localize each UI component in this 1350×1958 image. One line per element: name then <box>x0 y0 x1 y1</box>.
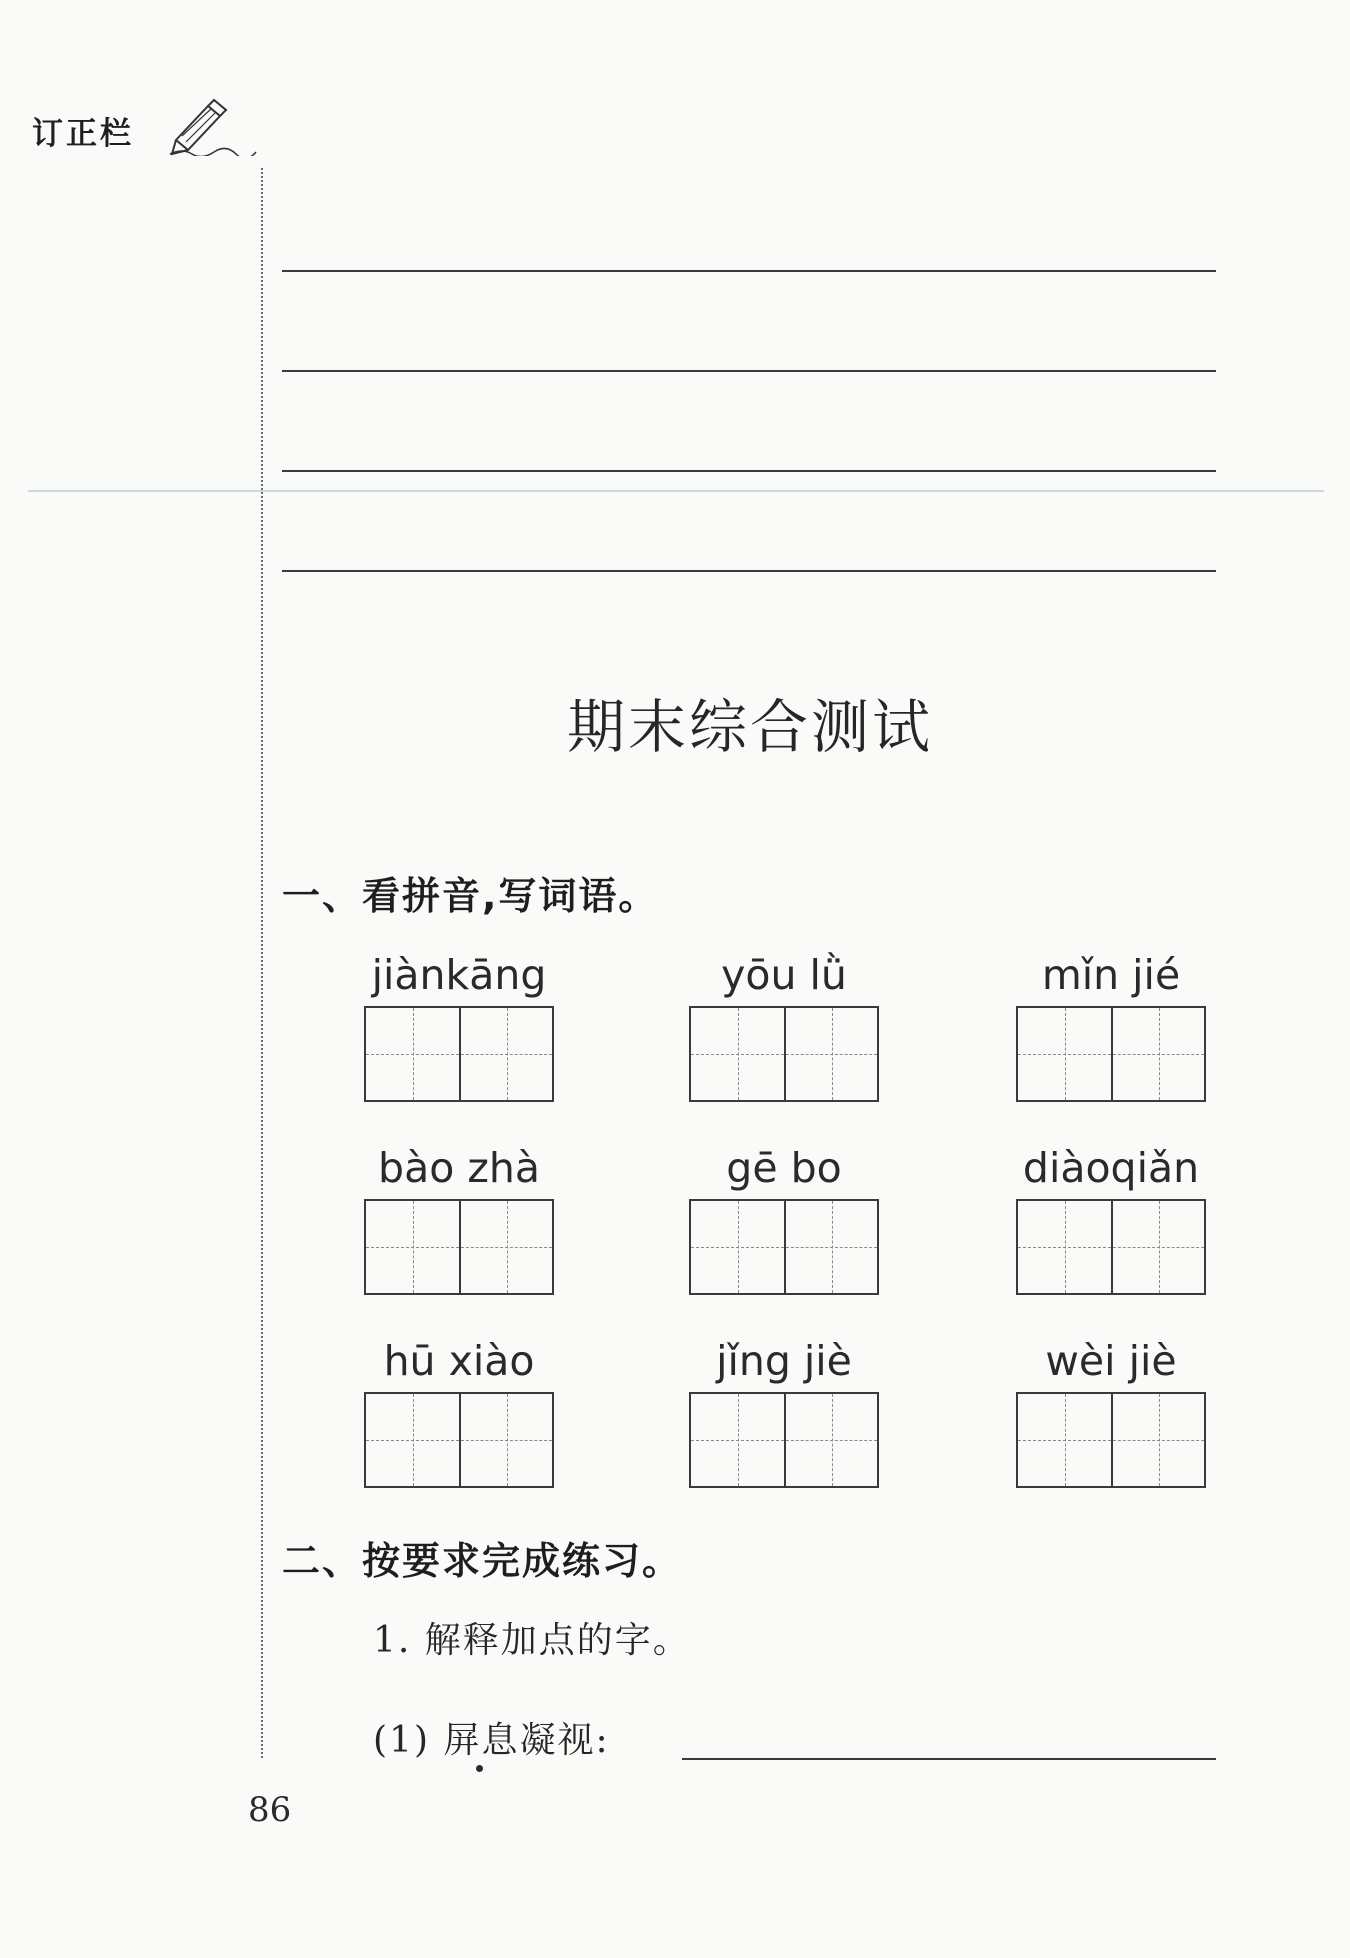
pinyin-label: wèi jiè <box>1045 1337 1177 1385</box>
tianzige-answer-box[interactable] <box>689 1392 879 1488</box>
pinyin-word-item <box>1016 1336 1206 1488</box>
tianzige-answer-box[interactable] <box>1016 1392 1206 1488</box>
fold-line <box>28 490 1324 492</box>
correction-line[interactable] <box>282 270 1216 272</box>
pinyin-word-item <box>364 1336 554 1488</box>
question-1-text: 1. 解释加点的字。 <box>373 1620 691 1661</box>
correction-line[interactable] <box>282 370 1216 372</box>
emphasis-dot <box>476 1765 483 1772</box>
pinyin-word-item <box>1016 1143 1206 1295</box>
pinyin-label: jiànkāng <box>371 951 547 999</box>
tianzige-answer-box[interactable] <box>364 1199 554 1295</box>
pinyin-label: jǐng jiè <box>716 1337 852 1385</box>
pinyin-label: yōu lǜ <box>721 951 847 999</box>
correction-line[interactable] <box>282 470 1216 472</box>
pinyin-label: hū xiào <box>383 1337 535 1385</box>
margin-divider <box>261 168 263 1758</box>
pinyin-word-item <box>689 1143 879 1295</box>
pinyin-word-item <box>689 950 879 1102</box>
tianzige-answer-box[interactable] <box>689 1006 879 1102</box>
pinyin-label: mǐn jié <box>1041 951 1181 999</box>
section-heading-1: 一、看拼音,写词语。 <box>282 874 659 918</box>
pinyin-label: bào zhà <box>378 1144 540 1192</box>
tianzige-answer-box[interactable] <box>689 1199 879 1295</box>
answer-line[interactable] <box>682 1758 1216 1760</box>
pinyin-word-item <box>1016 950 1206 1102</box>
tianzige-answer-box[interactable] <box>364 1006 554 1102</box>
correction-column-label: 订正栏 <box>32 116 134 152</box>
section-heading-2: 二、按要求完成练习。 <box>282 1539 683 1583</box>
pinyin-label: diàoqiǎn <box>1022 1144 1200 1192</box>
question-1-1-text: (1) 屏息凝视: <box>373 1720 610 1761</box>
pinyin-word-item <box>689 1336 879 1488</box>
pinyin-word-item <box>364 1143 554 1295</box>
page-title: 期末综合测试 <box>566 693 933 761</box>
correction-line[interactable] <box>282 570 1216 572</box>
pinyin-word-item <box>364 950 554 1102</box>
tianzige-answer-box[interactable] <box>1016 1006 1206 1102</box>
pinyin-label: gē bo <box>726 1144 842 1192</box>
tianzige-answer-box[interactable] <box>364 1392 554 1488</box>
page-number: 86 <box>248 1790 292 1830</box>
pencil-icon <box>168 96 258 156</box>
tianzige-answer-box[interactable] <box>1016 1199 1206 1295</box>
